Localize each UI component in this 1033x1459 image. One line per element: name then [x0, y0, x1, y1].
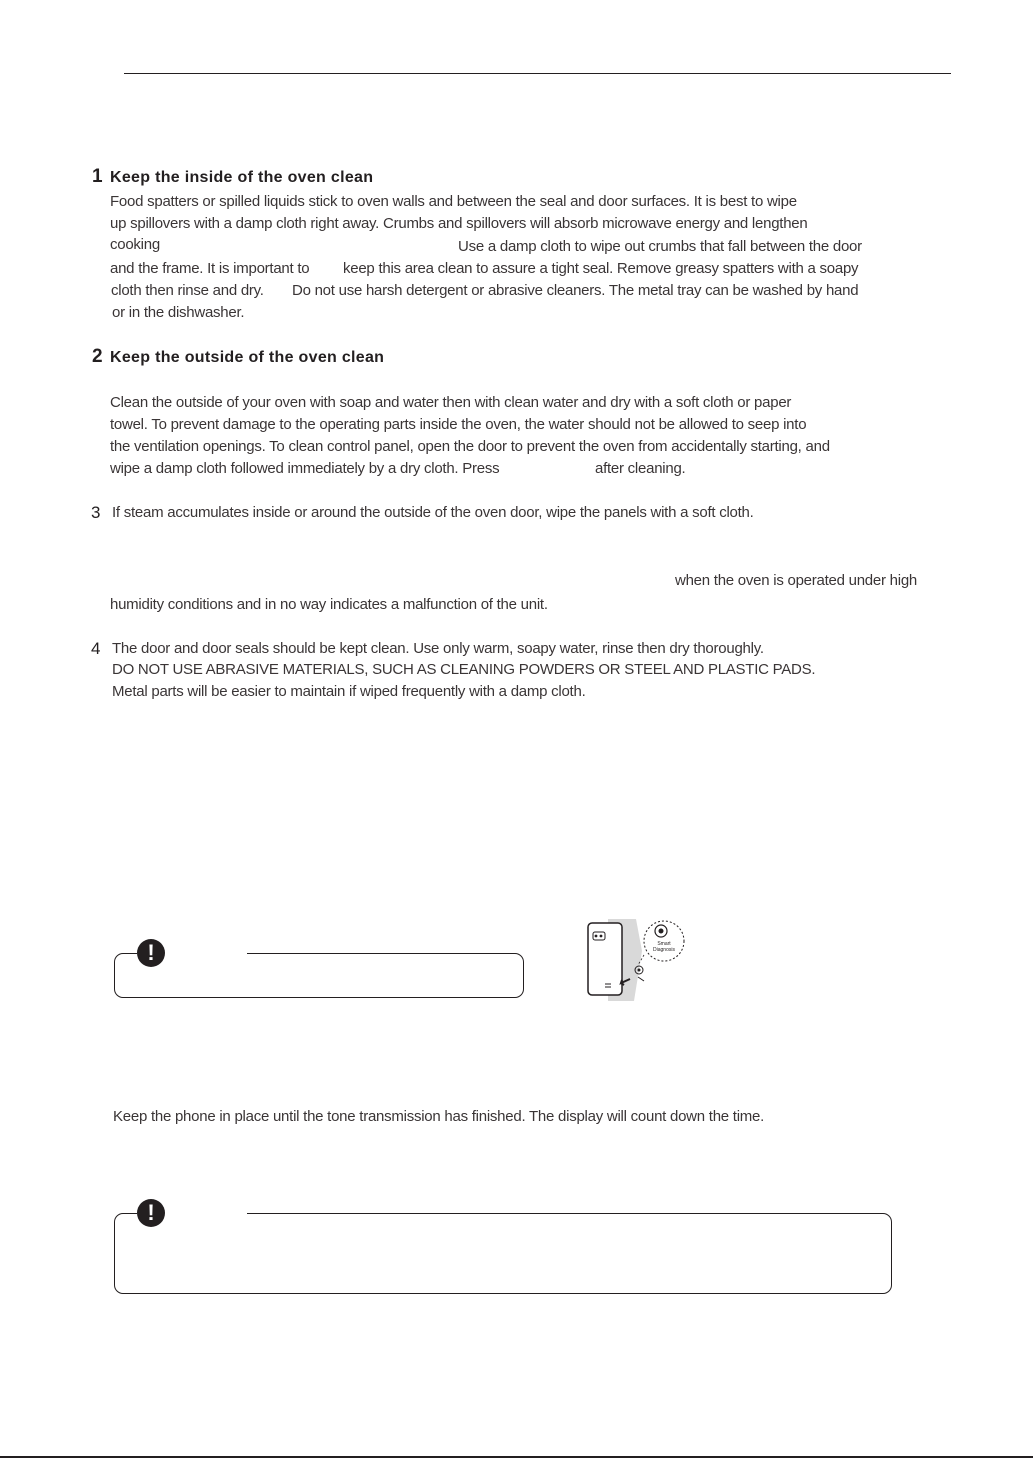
- phone-smart-diagnosis-illustration: [578, 915, 690, 1001]
- section-4-line: Metal parts will be easier to maintain if wiped frequently with a damp cloth.: [112, 683, 586, 700]
- section-2-line: wipe a damp cloth followed immediately by a dry cloth. Press: [110, 460, 500, 477]
- svg-text:Smart: Smart: [657, 941, 671, 947]
- section-1-heading: Keep the inside of the oven clean: [110, 169, 374, 186]
- footer-rule: [0, 1456, 1033, 1458]
- section-1-line: Food spatters or spilled liquids stick to oven walls and between the seal and door surfaces. It is best to wipe: [110, 193, 797, 210]
- exclamation-icon: !: [137, 1199, 165, 1227]
- section-1-line: Use a damp cloth to wipe out crumbs that fall between the door: [458, 238, 862, 255]
- section-1-line: up spillovers with a damp cloth right away. Crumbs and spillovers will absorb microwave energy and lengthen: [110, 215, 808, 232]
- section-2-number: 2: [92, 346, 103, 367]
- section-1-line: or in the dishwasher.: [112, 304, 245, 321]
- section-3-line: If steam accumulates inside or around the outside of the oven door, wipe the panels with a soft cloth.: [112, 504, 754, 521]
- note-box: [114, 953, 524, 998]
- section-1-line: and the frame. It is important to: [110, 260, 310, 277]
- section-2-heading: Keep the outside of the oven clean: [110, 349, 385, 366]
- section-3-line: when the oven is operated under high: [675, 572, 918, 589]
- section-1-line: cooking: [110, 236, 160, 253]
- section-2-line: Clean the outside of your oven with soap and water then with clean water and dry with a soft cloth or paper: [110, 394, 792, 411]
- section-2-line: towel. To prevent damage to the operating parts inside the oven, the water should not be allowed to seep into: [110, 416, 807, 433]
- svg-text:Diagnosis: Diagnosis: [653, 947, 675, 953]
- note-box: [114, 1213, 892, 1294]
- section-1-line: keep this area clean to assure a tight seal. Remove greasy spatters with a soapy: [343, 260, 859, 277]
- section-4-number: 4: [91, 639, 101, 658]
- section-4-line: DO NOT USE ABRASIVE MATERIALS, SUCH AS CLEANING POWDERS OR STEEL AND PLASTIC PADS.: [112, 661, 816, 678]
- section-1-line: cloth then rinse and dry.: [111, 282, 264, 299]
- exclamation-icon: !: [137, 939, 165, 967]
- section-2-line: the ventilation openings. To clean control panel, open the door to prevent the oven from accidentally starting, and: [110, 438, 830, 455]
- section-3-number: 3: [91, 503, 101, 522]
- header-rule: [124, 73, 951, 74]
- section-4-line: The door and door seals should be kept clean. Use only warm, soapy water, rinse then dry thoroughly.: [112, 640, 764, 657]
- phone-instruction-text: Keep the phone in place until the tone transmission has finished. The display will count down the time.: [113, 1108, 765, 1125]
- section-3-line: humidity conditions and in no way indicates a malfunction of the unit.: [110, 596, 548, 613]
- section-2-line: after cleaning.: [595, 460, 686, 477]
- section-1-number: 1: [92, 166, 103, 187]
- section-1-line: Do not use harsh detergent or abrasive cleaners. The metal tray can be washed by hand: [292, 282, 859, 299]
